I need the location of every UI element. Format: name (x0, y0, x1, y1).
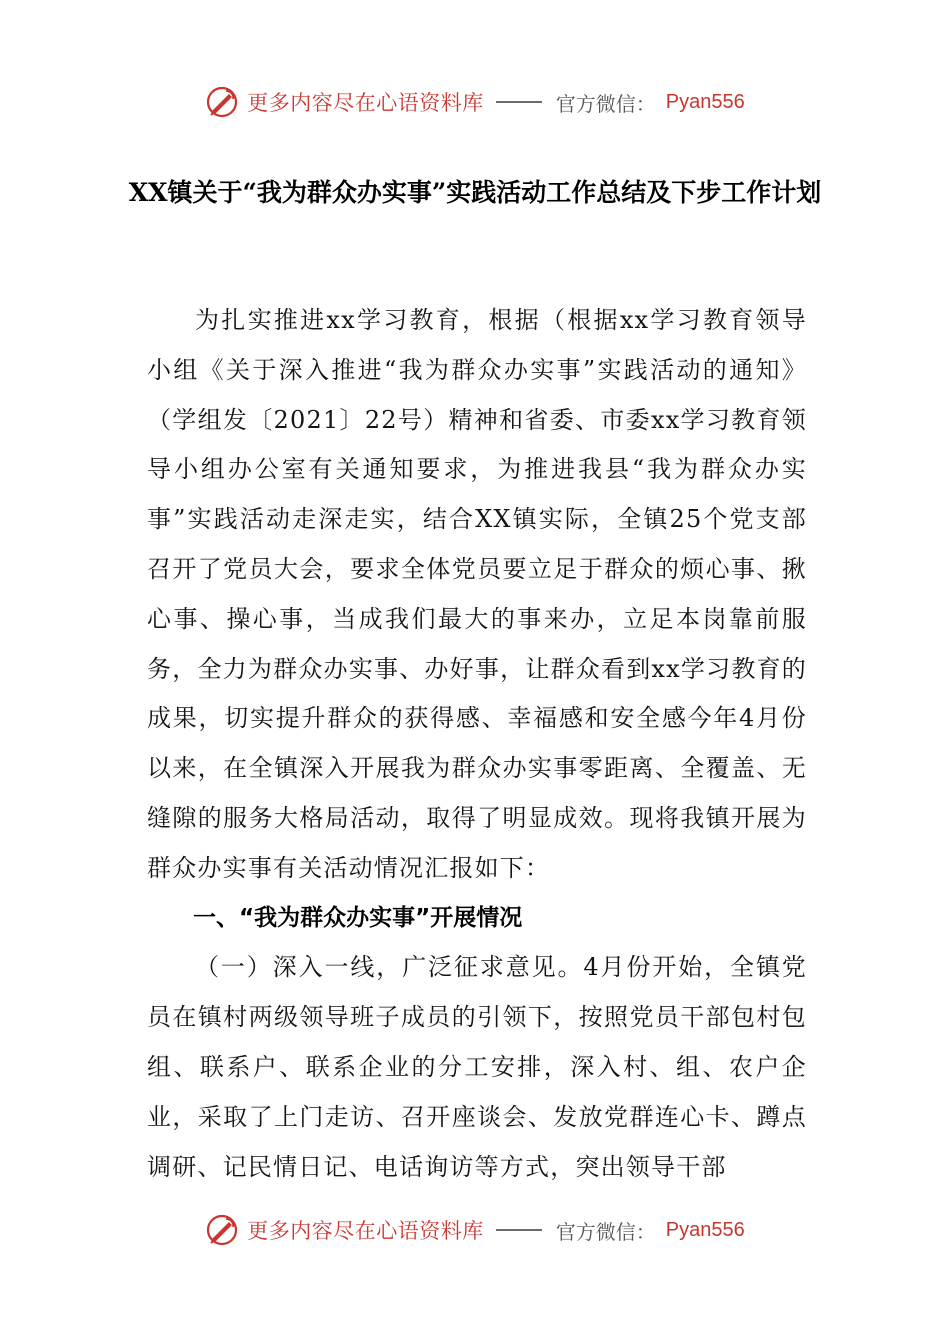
intro-paragraph: 为扎实推进xx学习教育，根据（根据xx学习教育领导小组《关于深入推进“我为群众办实事”实践活动的通知》（学组发〔2021〕22号）精神和省委、市委xx学习教育领导小组办公室有关通知要求，为推进我县“我为群众办实事”实践活动走深走实，结合XX镇实际，全镇25个党支部召开了党员大会，要求全体党员要立足于群众的烦心事、揪心事、操心事，当成我们最大的事来办，立足本岗靠前服务，全力为群众办实事、办好事，让群众看到xx学习教育的成果，切实提升群众的获得感、幸福感和安全感今年4月份以来，在全镇深入开展我为群众办实事零距离、全覆盖、无缝隙的服务大格局活动，取得了明显成效。现将我镇开展为群众办实事有关活动情况汇报如下： (147, 306, 807, 882)
watermark-dash (496, 1229, 542, 1231)
document-body (147, 296, 807, 1192)
watermark-header (0, 82, 950, 122)
section-heading: 一、“我为群众办实事”开展情况 (193, 904, 523, 931)
watermark-footer (0, 1210, 950, 1250)
watermark-text: 更多内容尽在心语资料库 (247, 1219, 484, 1243)
watermark-dash (496, 101, 542, 103)
watermark-text: 更多内容尽在心语资料库 (247, 91, 484, 115)
document-title: XX镇关于“我为群众办实事”实践活动工作总结及下步工作计划 (128, 178, 822, 207)
pen-quill-icon (205, 1213, 239, 1247)
pen-quill-icon (205, 85, 239, 119)
watermark-wechat-id: Pyan556 (665, 1218, 745, 1241)
watermark-official-label: 官方微信： (555, 1219, 656, 1244)
watermark-wechat-id: Pyan556 (665, 90, 745, 113)
watermark-official-label: 官方微信： (555, 91, 656, 116)
section-paragraph: （一）深入一线，广泛征求意见。4月份开始，全镇党员在镇村两级领导班子成员的引领下，按照党员干部包村包组、联系户、联系企业的分工安排，深入村、组、农户企业，采取了上门走访、召开座谈会、发放党群连心卡、蹲点调研、记民情日记、电话询访等方式，突出领导干部 (147, 953, 807, 1181)
